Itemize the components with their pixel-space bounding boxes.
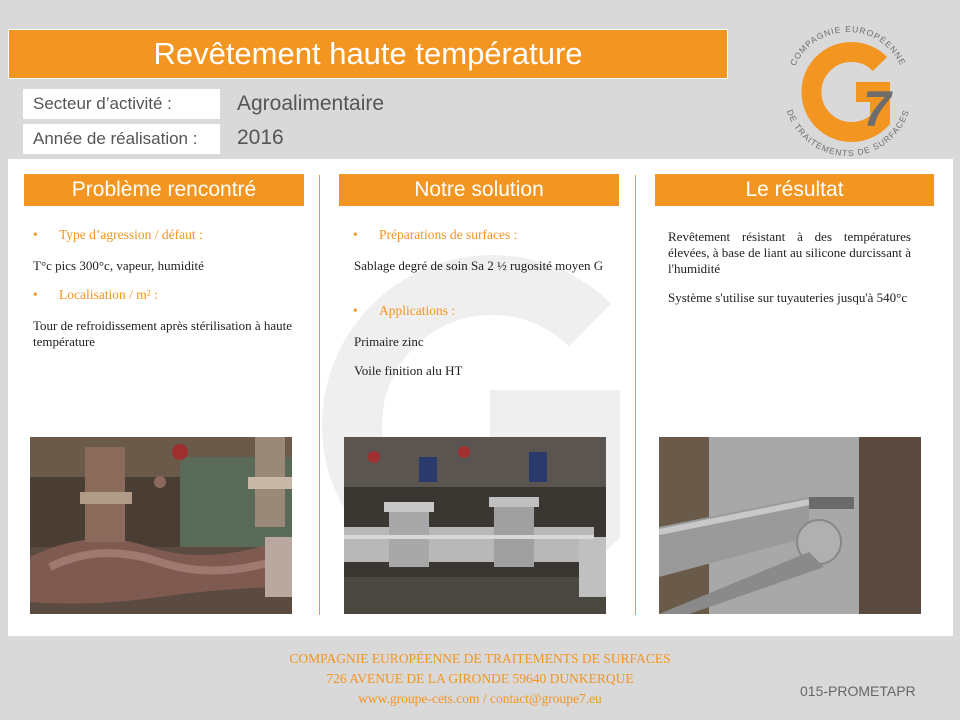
- heading-solution: Notre solution: [339, 174, 619, 206]
- document-reference: 015-PROMETAPR: [800, 683, 916, 699]
- solution-text-1: Sablage degré de soin Sa 2 ½ rugosité moyen G: [354, 258, 604, 273]
- photo-before: [30, 437, 292, 614]
- probleme-text-2: Tour de refroidissement après stérilisation à haute température: [33, 318, 293, 349]
- solution-text-2: Primaire zinc: [354, 334, 424, 349]
- probleme-bullet-2: • Localisation / m² :: [33, 287, 158, 302]
- logo-bottom-text: DE TRAITEMENTS DE SURFACES: [784, 108, 912, 159]
- annee-value: 2016: [237, 126, 284, 149]
- column-divider: [635, 175, 636, 615]
- annee-label: Année de réalisation :: [23, 124, 220, 154]
- title-banner: [8, 29, 728, 79]
- footer-company: COMPAGNIE EUROPÉENNE DE TRAITEMENTS DE SURFACES: [289, 651, 671, 666]
- heading-resultat: Le résultat: [655, 174, 934, 206]
- footer-separator: /: [482, 691, 487, 706]
- photo-solution: [344, 437, 606, 614]
- probleme-bullet-1: • Type d’agression / défaut :: [33, 227, 203, 242]
- secteur-value: Agroalimentaire: [237, 92, 385, 115]
- solution-text-3: Voile finition alu HT: [354, 363, 463, 378]
- solution-bullet-1: • Préparations de surfaces :: [353, 227, 518, 242]
- photo-result: [659, 437, 921, 614]
- secteur-label: Secteur d’activité :: [23, 89, 220, 119]
- page-title: Revêtement haute température: [153, 36, 583, 71]
- resultat-text-2: Système s'utilise sur tuyauteries jusqu'à 540°c: [668, 290, 908, 305]
- footer-website-link[interactable]: www.groupe-cets.com: [358, 691, 480, 706]
- probleme-text-1: T°c pics 300°c, vapeur, humidité: [33, 258, 204, 273]
- footer-email-link[interactable]: contact@groupe7.eu: [490, 691, 602, 706]
- resultat-text-1: Revêtement résistant à des températures élevées, à base de liant au silicone durcissant à l'humidité: [668, 229, 911, 276]
- column-divider: [319, 175, 320, 615]
- logo-number: 7: [863, 81, 891, 137]
- company-logo: [768, 12, 928, 162]
- heading-probleme: Problème rencontré: [24, 174, 304, 206]
- logo-top-text: COMPAGNIE EUROPÉENNE: [787, 23, 909, 68]
- footer-address: 726 AVENUE DE LA GIRONDE 59640 DUNKERQUE: [326, 671, 634, 686]
- solution-bullet-2: • Applications :: [353, 303, 456, 318]
- footer-contact: [230, 691, 730, 707]
